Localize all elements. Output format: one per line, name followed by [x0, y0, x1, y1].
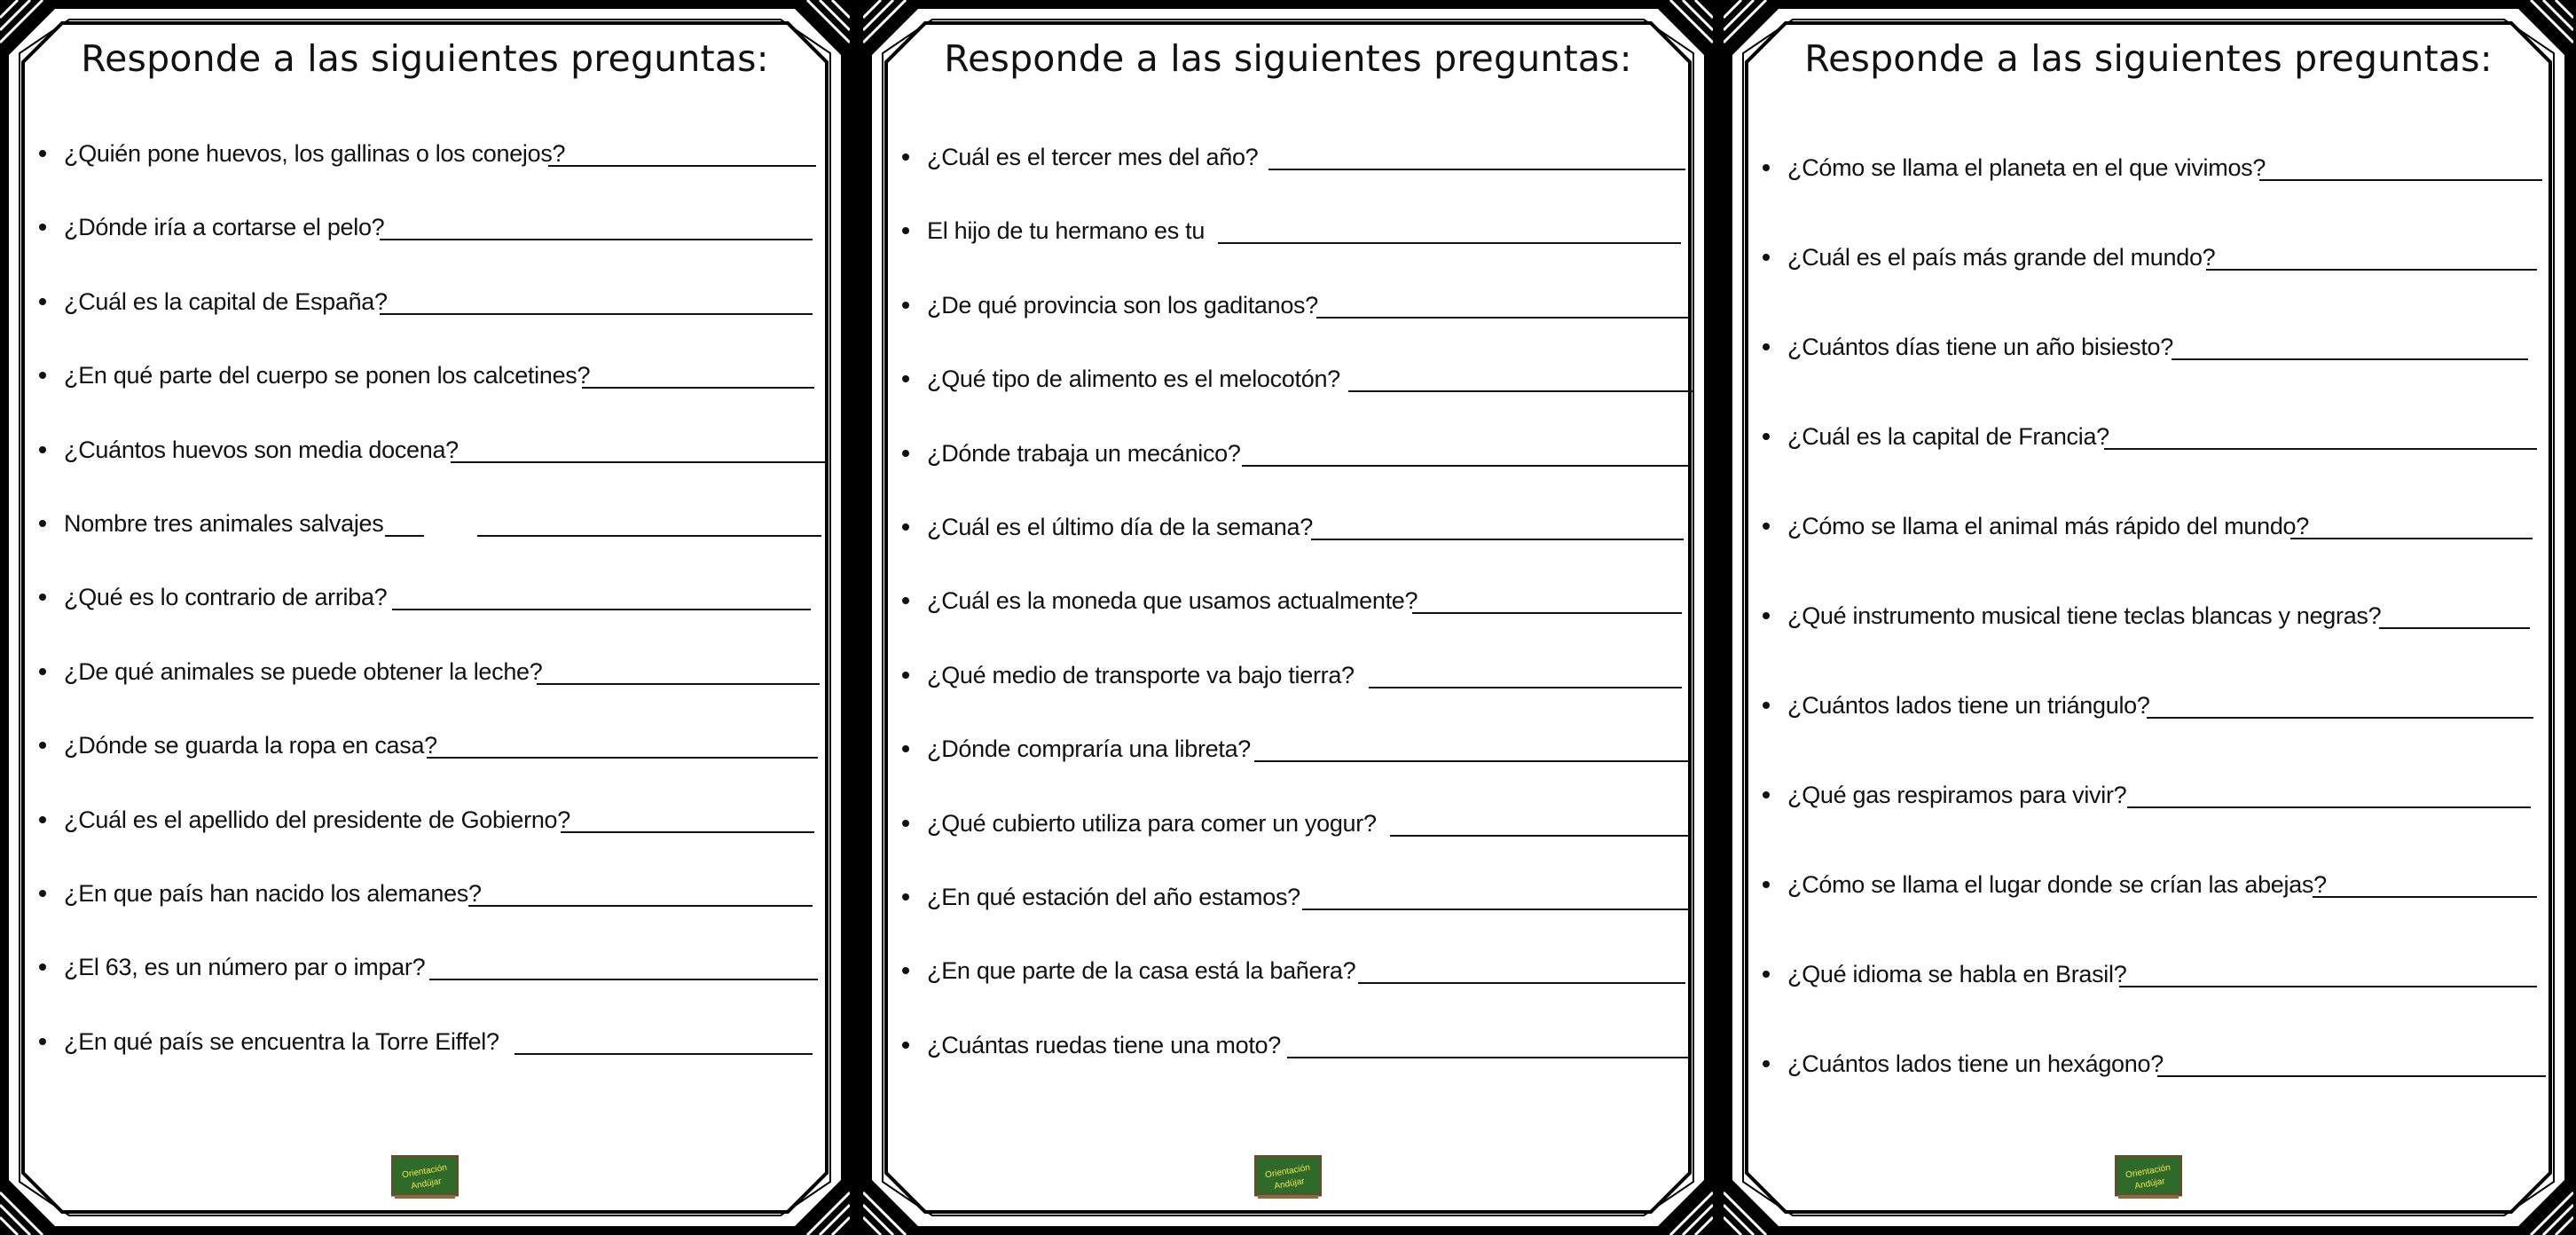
answer-line[interactable] [1412, 612, 1682, 614]
bullet-icon [39, 446, 46, 453]
question-text: ¿En qué parte del cuerpo se ponen los calcetines? [64, 362, 591, 389]
answer-line[interactable] [380, 313, 813, 315]
bullet-icon [1763, 254, 1770, 261]
answer-line[interactable] [2313, 896, 2537, 898]
question-text: ¿Cuál es el último día de la semana? [927, 514, 1313, 540]
answer-line[interactable] [380, 239, 813, 240]
question-text: ¿Cuál es la capital de Francia? [1787, 423, 2109, 450]
chalkboard-logo-icon [391, 1155, 459, 1200]
answer-line[interactable] [2206, 269, 2537, 271]
question-text: ¿Dónde se guarda la ropa en casa? [64, 732, 437, 759]
question-item [0, 138, 850, 174]
bullet-icon [39, 150, 46, 157]
bullet-icon [39, 372, 46, 379]
bullet-icon [39, 816, 46, 823]
answer-line[interactable] [468, 905, 813, 907]
question-item [863, 956, 1713, 991]
answer-line[interactable] [1302, 909, 1691, 910]
bullet-icon [902, 597, 909, 604]
bullet-icon [902, 820, 909, 827]
bullet-icon [39, 1038, 46, 1045]
question-item [863, 438, 1713, 474]
question-text: ¿El 63, es un número par o impar? [64, 954, 426, 981]
question-text: ¿Cuál es la moneda que usamos actualmente? [927, 587, 1418, 615]
question-item [1724, 780, 2573, 815]
worksheet-title: Responde a las siguientes preguntas: [944, 37, 1632, 80]
question-item [863, 512, 1713, 547]
answer-line[interactable] [2157, 1075, 2546, 1077]
answer-line[interactable] [1390, 835, 1689, 837]
question-item [0, 805, 850, 840]
bullet-icon [1763, 164, 1770, 171]
question-text: ¿Cuál es el apellido del presidente de Gobierno? [64, 806, 570, 833]
answer-line[interactable] [429, 979, 818, 980]
question-text: ¿Cuál es el tercer mes del año? [927, 144, 1259, 170]
question-text: ¿En qué país se encuentra la Torre Eiffel? [64, 1027, 499, 1055]
question-item [1724, 421, 2573, 457]
question-item [1724, 869, 2573, 905]
bullet-icon [39, 668, 46, 675]
question-text: ¿En qué estación del año estamos? [927, 884, 1300, 910]
question-text: ¿Qué instrumento musical tiene teclas blancas y negras? [1787, 602, 2382, 629]
answer-line[interactable] [1242, 465, 1689, 467]
answer-line[interactable] [1268, 169, 1685, 170]
question-text: ¿Cuál es el país más grande del mundo? [1787, 244, 2216, 271]
bullet-icon [39, 520, 46, 527]
answer-line[interactable] [1254, 760, 1689, 762]
bullet-icon [39, 890, 46, 897]
question-text: ¿Cuántos días tiene un año bisiesto? [1787, 334, 2173, 360]
question-text: ¿Cuántos huevos son media docena? [64, 436, 459, 463]
chalkboard-logo-icon [1254, 1155, 1322, 1200]
answer-line[interactable] [451, 461, 825, 463]
question-text: ¿Qué cubierto utiliza para comer un yogur? [927, 809, 1377, 837]
question-item [0, 435, 850, 470]
question-text: ¿Dónde iría a cortarse el pelo? [64, 214, 385, 241]
svg-text:Andújar: Andújar [410, 1176, 443, 1192]
question-text: ¿En que país han nacido los alemanes? [64, 880, 482, 907]
bullet-icon [1763, 523, 1770, 530]
bullet-icon [39, 594, 46, 601]
chalkboard-logo-icon [2115, 1155, 2182, 1200]
answer-line[interactable] [477, 535, 821, 537]
answer-line[interactable] [561, 831, 814, 833]
question-text: ¿Cuál es la capital de España? [64, 287, 388, 315]
answer-line[interactable] [514, 1053, 813, 1055]
question-item [863, 586, 1713, 621]
bullet-icon [1763, 881, 1770, 888]
question-text: El hijo de tu hermano es tu [927, 217, 1206, 245]
bullet-icon [902, 153, 909, 161]
bullet-icon [1763, 343, 1770, 350]
question-item [863, 734, 1713, 769]
question-item [0, 287, 850, 322]
answer-line[interactable] [537, 683, 820, 685]
question-item [0, 730, 850, 766]
bullet-icon [902, 1042, 909, 1049]
svg-text:Andújar: Andújar [2133, 1176, 2166, 1192]
bullet-icon [1763, 433, 1770, 440]
question-item [1724, 332, 2573, 367]
svg-text:Orientación: Orientación [2124, 1162, 2172, 1181]
question-text: ¿Cuántos lados tiene un triángulo? [1787, 692, 2150, 719]
answer-line[interactable] [2127, 806, 2531, 808]
bullet-icon [902, 375, 909, 382]
question-item [0, 952, 850, 987]
answer-line[interactable] [548, 165, 816, 167]
question-item [1724, 153, 2573, 188]
answer-line[interactable] [1358, 982, 1685, 984]
question-item [1724, 959, 2573, 995]
bullet-icon [902, 967, 909, 974]
bullet-icon [39, 224, 46, 231]
question-item [0, 582, 850, 618]
worksheet-page [1724, 0, 2573, 1235]
answer-line[interactable] [1369, 687, 1682, 688]
question-text: ¿Cómo se llama el animal más rápido del mundo? [1787, 513, 2309, 539]
bullet-icon [1763, 1060, 1770, 1067]
question-item [1724, 1049, 2573, 1084]
answer-line[interactable] [427, 757, 818, 759]
worksheet-page [0, 0, 850, 1235]
answer-line[interactable] [582, 387, 814, 389]
answer-line[interactable] [1311, 539, 1684, 540]
question-item [0, 360, 850, 396]
question-item [1724, 690, 2573, 726]
question-item [0, 878, 850, 914]
bullet-icon [39, 298, 46, 305]
question-text: ¿Dónde trabaja un mecánico? [927, 439, 1241, 467]
question-text: ¿Qué medio de transporte va bajo tierra? [927, 661, 1355, 688]
bullet-icon [39, 742, 46, 749]
question-item [863, 1030, 1713, 1066]
bullet-icon [902, 523, 909, 531]
question-item [1724, 511, 2573, 547]
question-item [0, 212, 850, 248]
question-text: ¿Qué gas respiramos para vivir? [1787, 782, 2127, 808]
svg-text:Andújar: Andújar [1273, 1176, 1306, 1192]
question-item [863, 364, 1713, 399]
question-text: ¿En que parte de la casa está la bañera? [927, 957, 1356, 985]
answer-line[interactable] [2290, 538, 2533, 539]
bullet-icon [39, 964, 46, 971]
question-text: ¿Cuántas ruedas tiene una moto? [927, 1031, 1281, 1058]
answer-line[interactable] [392, 609, 811, 610]
bullet-icon [1763, 971, 1770, 978]
answer-line[interactable] [2119, 986, 2537, 987]
bullet-icon [1763, 612, 1770, 619]
bullet-icon [902, 450, 909, 457]
answer-line[interactable] [1287, 1057, 1689, 1058]
answer-line[interactable] [2147, 717, 2533, 719]
bullet-icon [902, 302, 909, 309]
question-item [0, 657, 850, 692]
question-item [1724, 242, 2573, 278]
question-item [863, 808, 1713, 844]
question-text: ¿Quién pone huevos, los gallinas o los conejos? [64, 140, 566, 167]
question-text: ¿De qué animales se puede obtener la leche? [64, 657, 543, 685]
question-text: ¿Qué idioma se habla en Brasil? [1787, 961, 2127, 987]
svg-text:Orientación: Orientación [1264, 1162, 1311, 1181]
answer-line[interactable] [1218, 242, 1681, 244]
question-text: ¿Qué es lo contrario de arriba? [64, 584, 388, 611]
answer-line[interactable] [2259, 179, 2542, 181]
worksheet-page [863, 0, 1713, 1235]
question-item [863, 290, 1713, 326]
question-text: ¿Cuántos lados tiene un hexágono? [1787, 1050, 2164, 1077]
svg-text:Orientación: Orientación [401, 1162, 448, 1181]
bullet-icon [1763, 791, 1770, 798]
question-text: Nombre tres animales salvajes [64, 510, 384, 537]
answer-line[interactable] [2104, 448, 2537, 450]
worksheet-title: Responde a las siguientes preguntas: [1804, 37, 2493, 80]
answer-line[interactable] [2172, 358, 2528, 360]
question-text: ¿Qué tipo de alimento es el melocotón? [927, 366, 1340, 393]
question-item [0, 1027, 850, 1062]
bullet-icon [1763, 702, 1770, 709]
answer-line[interactable] [2379, 627, 2530, 629]
question-item [863, 142, 1713, 177]
question-item [1724, 601, 2573, 636]
answer-line[interactable] [385, 535, 424, 537]
question-item [863, 216, 1713, 251]
worksheet-title: Responde a las siguientes preguntas: [81, 37, 769, 80]
bullet-icon [902, 672, 909, 679]
bullet-icon [902, 893, 909, 901]
question-text: ¿Dónde compraría una libreta? [927, 735, 1252, 763]
question-text: ¿Cómo se llama el lugar donde se crían las abejas? [1787, 871, 2327, 898]
answer-line[interactable] [1348, 390, 1692, 392]
bullet-icon [902, 227, 909, 234]
question-text: ¿De qué provincia son los gaditanos? [927, 291, 1318, 319]
question-item [863, 882, 1713, 917]
bullet-icon [902, 745, 909, 752]
answer-line[interactable] [1316, 317, 1689, 319]
question-text: ¿Cómo se llama el planeta en el que vivimos? [1787, 154, 2266, 181]
question-item [0, 508, 850, 544]
question-item [863, 660, 1713, 696]
